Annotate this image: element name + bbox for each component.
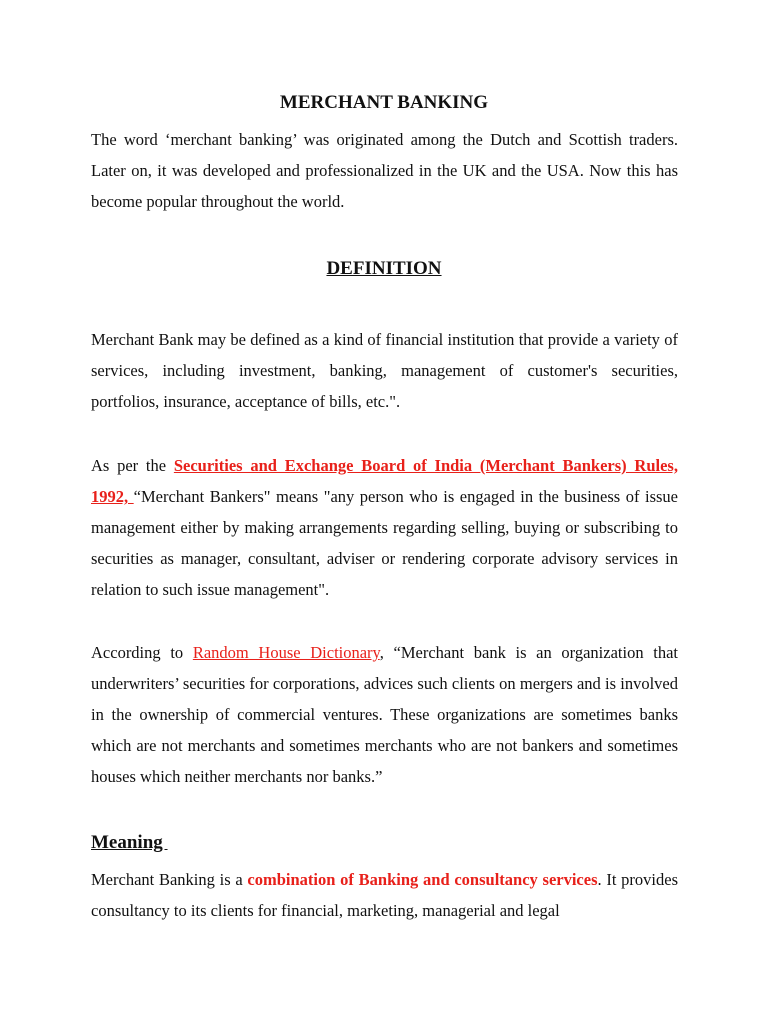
random-house-paragraph (91, 637, 678, 792)
meaning-paragraph (91, 864, 678, 926)
sebi-paragraph (91, 450, 678, 605)
meaning-heading: Meaning (91, 832, 168, 853)
definition-heading: DEFINITION (326, 258, 442, 279)
meaning-prefix: Merchant Banking is a (91, 870, 248, 889)
meaning-rest: . It provides consultancy to its clients for financial, marketing, managerial and legal (91, 870, 679, 920)
sebi-prefix: As per the (91, 456, 174, 475)
random-house-prefix: According to (91, 643, 193, 662)
intro-paragraph: The word ‘merchant banking’ was originated among the Dutch and Scottish traders. Later on, it was developed and professionalized in the UK and the USA. Now this has become popular throughout the world. (91, 130, 678, 211)
sebi-rules-link[interactable]: Securities and Exchange Board of India (Merchant Bankers) Rules, 1992, (91, 456, 678, 506)
random-house-dictionary-link[interactable]: Random House Dictionary (192, 643, 380, 662)
random-house-definition-text: , “Merchant bank is an organization that underwriters’ securities for corporations, advices such clients on mergers and is involved in the ownership of commercial ventures. These organizations are sometimes banks which are not merchants and sometimes merchants who are not bankers and sometimes houses which neither merchants nor banks.” (91, 643, 678, 786)
meaning-highlight: combination of Banking and consultancy services (247, 870, 598, 889)
page-title: MERCHANT BANKING (279, 92, 489, 113)
sebi-definition-text: “Merchant Bankers" means "any person who is engaged in the business of issue management either by making arrangements regarding selling, buying or subscribing to securities as manager, consultant, adviser or rendering corporate advisory services in relation to such issue management". (91, 487, 678, 599)
definition-paragraph: Merchant Bank may be defined as a kind of financial institution that provide a variety of services, including investment, banking, management of customer's securities, portfolios, insurance, acceptance of bills, etc.". (91, 330, 678, 411)
